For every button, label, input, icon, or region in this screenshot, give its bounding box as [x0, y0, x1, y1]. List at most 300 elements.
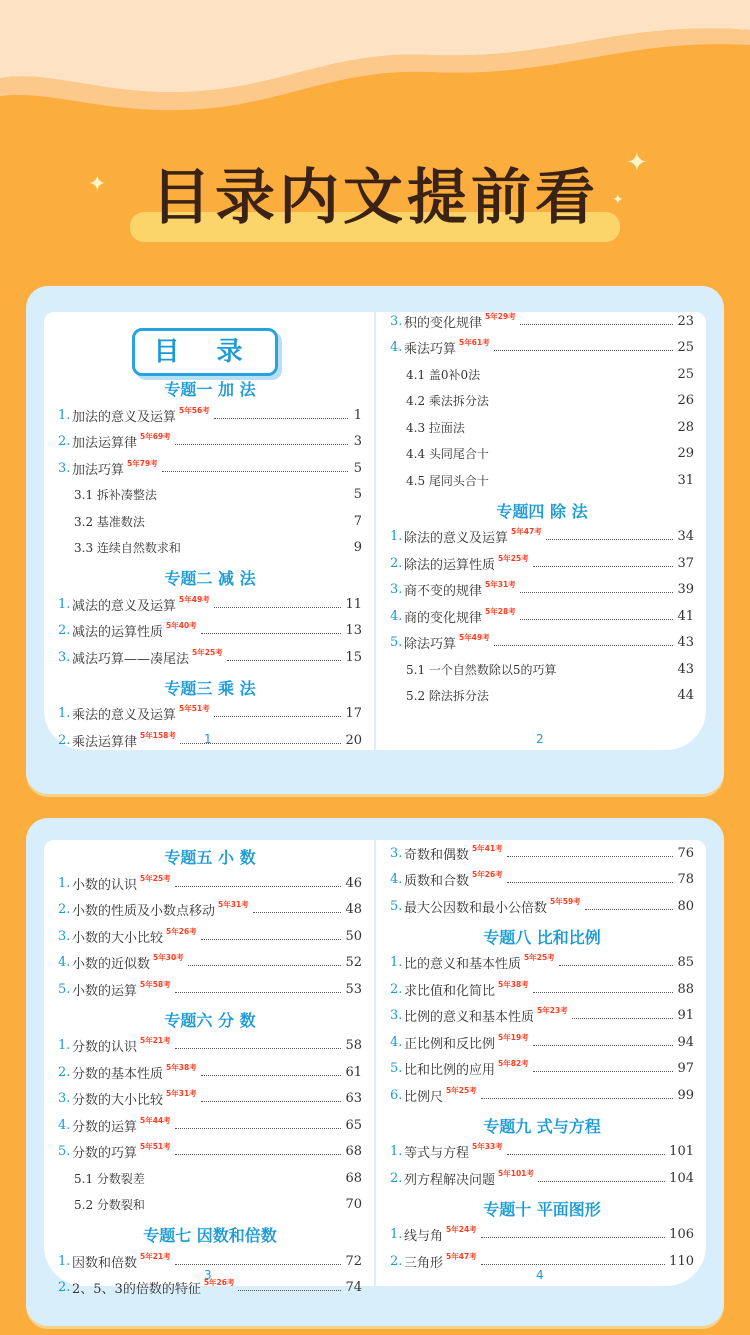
toc-entry[interactable]: [390, 1056, 694, 1083]
entry-number: 2.: [390, 555, 403, 571]
entry-number: 4.: [58, 1117, 71, 1133]
section-title: 专题五 小 数: [164, 848, 256, 867]
exam-frequency-tag: 5年40考: [166, 621, 197, 631]
toc-entry[interactable]: [390, 893, 694, 920]
exam-frequency-tag: 5年21考: [140, 1251, 171, 1261]
entry-page-number: 104: [669, 1170, 694, 1186]
toc-entry[interactable]: [58, 1139, 362, 1166]
entry-page-number: 34: [677, 529, 694, 545]
toc-entry[interactable]: [58, 591, 362, 618]
entry-page-number: 78: [677, 872, 694, 888]
dot-leader: [162, 471, 348, 472]
dot-leader: [481, 1237, 666, 1238]
exam-frequency-tag: 5年25考: [446, 1085, 477, 1095]
entry-title: 线与角: [404, 1229, 444, 1245]
entry-page-number: 68: [345, 1144, 362, 1160]
exam-frequency-tag: 5年31考: [218, 900, 249, 910]
toc-entries: [390, 840, 694, 1275]
toc-subentry[interactable]: [58, 508, 362, 535]
dot-leader: [520, 324, 674, 325]
entry-title: 小数的性质及小数点移动: [72, 904, 216, 920]
entry-number: 6.: [390, 1087, 403, 1103]
toc-subentry[interactable]: [390, 467, 694, 494]
exam-frequency-tag: 5年23考: [537, 1006, 568, 1016]
entry-page-number: 26: [677, 393, 694, 409]
toc-entry[interactable]: [58, 1059, 362, 1086]
section-title: 专题七 因数和倍数: [143, 1226, 277, 1245]
entry-page-number: 106: [669, 1227, 694, 1243]
toc-entry[interactable]: [58, 950, 362, 977]
toc-entry[interactable]: [390, 976, 694, 1003]
dot-leader: [546, 539, 674, 540]
entry-page-number: 13: [345, 623, 362, 639]
toc-subentry[interactable]: [390, 656, 694, 683]
entry-number: 5.: [390, 898, 403, 914]
dot-leader: [253, 912, 342, 913]
entry-title: 除法的意义及运算: [404, 531, 509, 547]
dot-leader: [481, 1264, 666, 1265]
entry-page-number: 41: [677, 608, 694, 624]
entry-page-number: 7: [353, 513, 362, 529]
entry-page-number: 25: [677, 366, 694, 382]
toc-entry[interactable]: [390, 1165, 694, 1192]
exam-frequency-tag: 5年47考: [446, 1251, 477, 1261]
toc-page-3: [44, 840, 374, 1298]
entry-title: 因数和倍数: [72, 1255, 138, 1271]
exam-frequency-tag: 5年19考: [498, 1032, 529, 1042]
dot-leader: [507, 856, 674, 857]
entry-page-number: 5: [353, 487, 362, 503]
entry-title: 加法的意义及运算: [72, 409, 177, 425]
toc-entry[interactable]: [58, 897, 362, 924]
entry-page-number: 99: [677, 1087, 694, 1103]
entry-page-number: 61: [345, 1064, 362, 1080]
exam-frequency-tag: 5年69考: [140, 432, 171, 442]
exam-frequency-tag: 5年25考: [192, 647, 223, 657]
exam-frequency-tag: 5年25考: [524, 953, 555, 963]
toc-entry[interactable]: [390, 550, 694, 577]
section-title: 专题二 减 法: [164, 569, 256, 588]
entry-number: 2.: [58, 434, 71, 450]
dot-leader: [175, 886, 342, 887]
dot-leader: [520, 592, 674, 593]
entry-number: 2.: [58, 623, 71, 639]
exam-frequency-tag: 5年31考: [485, 580, 516, 590]
toc-entries: [390, 308, 694, 709]
entry-title: 比的意义和基本性质: [404, 957, 522, 973]
entry-number: 5.: [58, 1144, 71, 1160]
dot-leader: [559, 965, 674, 966]
sparkle-icon: ✦: [612, 192, 624, 208]
entry-page-number: 17: [345, 706, 362, 722]
entry-title: 分数的认识: [72, 1040, 138, 1056]
entry-title: 小数的大小比较: [72, 930, 164, 946]
exam-frequency-tag: 5年101考: [498, 1168, 534, 1178]
entry-page-number: 53: [345, 981, 362, 997]
toc-page-4: [376, 840, 706, 1286]
exam-frequency-tag: 5年44考: [140, 1115, 171, 1125]
dot-leader: [538, 1181, 665, 1182]
toc-entry[interactable]: [58, 455, 362, 482]
entry-page-number: 44: [677, 688, 694, 704]
entry-page-number: 70: [345, 1197, 362, 1213]
entry-number: 5.: [390, 635, 403, 651]
dot-leader: [494, 645, 674, 646]
section-title: 专题八 比和比例: [483, 927, 601, 947]
sparkle-icon: ✦: [88, 172, 107, 197]
entry-title: 5.2 分数裂和: [74, 1198, 145, 1213]
toc-entry[interactable]: [390, 840, 694, 867]
entry-title: 小数的认识: [72, 877, 138, 893]
exam-frequency-tag: 5年26考: [166, 926, 197, 936]
entry-title: 乘法巧算: [404, 342, 457, 358]
entry-number: 3.: [58, 1091, 71, 1107]
exam-frequency-tag: 5年26考: [472, 870, 503, 880]
entry-number: 1.: [390, 1144, 403, 1160]
entry-title: 3.2 基准数法: [74, 514, 145, 529]
toc-entry[interactable]: [58, 701, 362, 728]
entry-number: 1.: [58, 407, 71, 423]
entry-page-number: 97: [677, 1061, 694, 1077]
entry-title: 比例尺: [404, 1089, 444, 1105]
entry-title: 奇数和偶数: [404, 847, 470, 863]
entry-number: 3.: [390, 582, 403, 598]
toc-heading: 目 录: [132, 328, 278, 376]
entry-number: 3.: [390, 313, 403, 329]
entry-title: 分数的大小比较: [72, 1093, 164, 1109]
entry-number: 2.: [390, 981, 403, 997]
entry-number: 2.: [58, 902, 71, 918]
entry-page-number: 101: [669, 1144, 694, 1160]
entry-page-number: 50: [345, 928, 362, 944]
dot-leader: [533, 1071, 674, 1072]
entry-title: 商不变的规律: [404, 584, 483, 600]
dot-leader: [572, 1018, 674, 1019]
dot-leader: [520, 619, 674, 620]
entry-page-number: 39: [677, 582, 694, 598]
dot-leader: [201, 633, 342, 634]
toc-subentry[interactable]: [58, 535, 362, 562]
entry-page-number: 5: [353, 460, 362, 476]
toc-subentry[interactable]: [390, 414, 694, 441]
section-title: 专题六 分 数: [164, 1010, 256, 1030]
exam-frequency-tag: 5年41考: [472, 843, 503, 853]
toc-subentry[interactable]: [58, 482, 362, 509]
sparkle-icon: ✦: [626, 148, 648, 178]
entry-number: 4.: [390, 1034, 403, 1050]
entry-page-number: 11: [345, 596, 362, 612]
entry-page-number: 91: [677, 1008, 694, 1024]
entry-page-number: 1: [353, 407, 362, 423]
exam-frequency-tag: 5年33考: [472, 1142, 503, 1152]
toc-entry[interactable]: [390, 1139, 694, 1166]
toc-entry[interactable]: [58, 429, 362, 456]
entry-title: 列方程解决问题: [404, 1172, 496, 1188]
toc-entry[interactable]: [58, 644, 362, 671]
exam-frequency-tag: 5年38考: [498, 979, 529, 989]
section-title: 专题三 乘 法: [164, 678, 256, 698]
exam-frequency-tag: 5年158考: [140, 730, 176, 740]
entry-page-number: 65: [345, 1117, 362, 1133]
book-spread-1: [26, 286, 724, 794]
page-number: 1: [204, 732, 212, 746]
entry-page-number: 15: [345, 649, 362, 665]
section-title: 专题九 式与方程: [483, 1116, 601, 1136]
entry-page-number: 72: [345, 1253, 362, 1269]
entry-page-number: 52: [345, 955, 362, 971]
dot-leader: [214, 607, 342, 608]
entry-number: 3.: [390, 845, 403, 861]
toc-entry[interactable]: [58, 1112, 362, 1139]
toc-entries: [58, 372, 362, 754]
exam-frequency-tag: 5年56考: [179, 405, 210, 415]
toc-entry[interactable]: [390, 1222, 694, 1249]
entry-page-number: 3: [353, 434, 362, 450]
dot-leader: [175, 992, 342, 993]
entry-number: 1.: [58, 875, 71, 891]
entry-page-number: 9: [353, 540, 362, 556]
entry-number: 2.: [58, 732, 71, 748]
entry-page-number: 68: [345, 1170, 362, 1186]
entry-title: 等式与方程: [404, 1146, 470, 1162]
entry-title: 乘法运算律: [72, 734, 138, 750]
entry-page-number: 63: [345, 1091, 362, 1107]
dot-leader: [238, 1290, 341, 1291]
toc-entry[interactable]: [58, 923, 362, 950]
exam-frequency-tag: 5年51考: [140, 1142, 171, 1152]
toc-entry[interactable]: [390, 308, 694, 335]
dot-leader: [494, 350, 674, 351]
entry-number: 3.: [390, 1008, 403, 1024]
dot-leader: [585, 909, 674, 910]
dot-leader: [481, 1098, 674, 1099]
exam-frequency-tag: 5年26考: [203, 1278, 235, 1288]
entry-page-number: 76: [677, 845, 694, 861]
toc-entry[interactable]: [58, 870, 362, 897]
entry-page-number: 48: [345, 902, 362, 918]
toc-entry[interactable]: [390, 577, 694, 604]
entry-page-number: 80: [677, 898, 694, 914]
entry-page-number: 29: [677, 446, 694, 462]
entry-page-number: 58: [345, 1038, 362, 1054]
exam-frequency-tag: 5年61考: [459, 338, 490, 348]
toc-subentry[interactable]: [390, 388, 694, 415]
toc-subentry[interactable]: [58, 1192, 362, 1219]
exam-frequency-tag: 5年58考: [140, 979, 171, 989]
entry-title: 最大公因数和最小公倍数: [404, 900, 548, 916]
entry-title: 三角形: [404, 1255, 444, 1271]
section-title: 专题四 除 法: [496, 501, 588, 521]
entry-page-number: 25: [677, 340, 694, 356]
entry-number: 1.: [58, 706, 71, 722]
toc-entry[interactable]: [390, 630, 694, 657]
toc-entry[interactable]: [58, 976, 362, 1003]
entry-number: 1.: [390, 955, 403, 971]
entry-number: 1.: [58, 1038, 71, 1054]
entry-title: 4.5 尾同头合十: [406, 473, 489, 488]
dot-leader: [214, 418, 348, 419]
toc-subentry[interactable]: [390, 361, 694, 388]
entry-number: 3.: [58, 928, 71, 944]
entry-page-number: 20: [345, 732, 362, 748]
entry-page-number: 74: [345, 1280, 362, 1296]
entry-title: 比和比例的应用: [404, 1063, 496, 1079]
entry-title: 5.2 除法拆分法: [406, 689, 489, 704]
exam-frequency-tag: 5年47考: [511, 527, 542, 537]
exam-frequency-tag: 5年82考: [498, 1059, 529, 1069]
entry-title: 5.1 分数裂差: [74, 1171, 145, 1186]
entry-title: 正比例和反比例: [404, 1036, 496, 1052]
exam-frequency-tag: 5年24考: [446, 1225, 477, 1235]
dot-leader: [201, 939, 342, 940]
entry-title: 减法的运算性质: [72, 625, 164, 641]
entry-page-number: 37: [677, 555, 694, 571]
dot-leader: [175, 1048, 342, 1049]
entry-number: 3.: [58, 649, 71, 665]
entry-number: 1.: [390, 529, 403, 545]
entry-title: 分数的巧算: [72, 1146, 138, 1162]
entry-title: 质数和合数: [404, 874, 470, 890]
entry-number: 1.: [58, 1253, 71, 1269]
entry-title: 小数的运算: [72, 983, 138, 999]
entry-title: 3.1 拆补凑整法: [74, 488, 157, 503]
entry-title: 积的变化规律: [404, 315, 483, 331]
entry-number: 4.: [390, 872, 403, 888]
book-spread-2: [26, 818, 724, 1326]
background-wave: [0, 0, 750, 120]
entry-title: 小数的近似数: [72, 957, 151, 973]
toc-entry[interactable]: [58, 402, 362, 429]
toc-entry[interactable]: [390, 1029, 694, 1056]
entry-title: 4.3 拉面法: [406, 420, 465, 435]
entry-title: 分数的运算: [72, 1119, 138, 1135]
entry-title: 2、5、3的倍数的特征: [72, 1282, 201, 1298]
exam-frequency-tag: 5年25考: [498, 553, 529, 563]
toc-page-2: [376, 312, 706, 750]
exam-frequency-tag: 5年38考: [166, 1062, 197, 1072]
page-number: 4: [536, 1268, 544, 1282]
entry-number: 2.: [390, 1253, 403, 1269]
entry-title: 比例的意义和基本性质: [404, 1010, 535, 1026]
exam-frequency-tag: 5年59考: [550, 896, 581, 906]
toc-entry[interactable]: [390, 524, 694, 551]
entry-page-number: 28: [677, 419, 694, 435]
dot-leader: [507, 1154, 666, 1155]
dot-leader: [201, 1101, 342, 1102]
section-title: 专题十 平面图形: [483, 1199, 601, 1219]
section-title: 专题一 加 法: [164, 380, 256, 399]
toc-entry[interactable]: [390, 867, 694, 894]
dot-leader: [507, 882, 674, 883]
toc-entry[interactable]: [390, 603, 694, 630]
entry-title: 除法的运算性质: [404, 557, 496, 573]
toc-entry[interactable]: [58, 1086, 362, 1113]
dot-leader: [227, 660, 342, 661]
entry-title: 商的变化规律: [404, 610, 483, 626]
entry-title: 4.4 头同尾合十: [406, 447, 489, 462]
entry-number: 3.: [58, 460, 71, 476]
toc-page-1: [44, 312, 374, 750]
entry-page-number: 23: [677, 313, 694, 329]
entry-title: 加法巧算: [72, 462, 125, 478]
entry-title: 4.1 盖0补0法: [406, 367, 481, 382]
toc-entry[interactable]: [390, 335, 694, 362]
entry-title: 3.3 连续自然数求和: [74, 541, 181, 556]
toc-subentry[interactable]: [58, 1165, 362, 1192]
dot-leader: [175, 1154, 342, 1155]
dot-leader: [201, 1075, 342, 1076]
entry-number: 4.: [390, 608, 403, 624]
exam-frequency-tag: 5年31考: [166, 1089, 197, 1099]
entry-number: 2.: [58, 1280, 71, 1296]
entry-title: 分数的基本性质: [72, 1066, 164, 1082]
exam-frequency-tag: 5年28考: [485, 606, 516, 616]
entry-title: 减法巧算——凑尾法: [72, 651, 190, 667]
entry-page-number: 85: [677, 955, 694, 971]
toc-subentry[interactable]: [390, 683, 694, 710]
entry-title: 4.2 乘法拆分法: [406, 394, 489, 409]
entry-page-number: 88: [677, 981, 694, 997]
dot-leader: [214, 716, 342, 717]
toc-entry[interactable]: [58, 618, 362, 645]
toc-entry[interactable]: [58, 1033, 362, 1060]
entry-page-number: 110: [669, 1253, 694, 1269]
exam-frequency-tag: 5年21考: [140, 1036, 171, 1046]
exam-frequency-tag: 5年49考: [459, 633, 490, 643]
exam-frequency-tag: 5年29考: [485, 311, 516, 321]
dot-leader: [188, 965, 342, 966]
entry-page-number: 31: [677, 472, 694, 488]
page-number: 2: [536, 732, 544, 746]
dot-leader: [175, 1128, 342, 1129]
entry-page-number: 43: [677, 661, 694, 677]
dot-leader: [533, 992, 674, 993]
exam-frequency-tag: 5年49考: [179, 594, 210, 604]
entry-title: 减法的意义及运算: [72, 598, 177, 614]
page-title: 目录内文提前看: [151, 163, 599, 233]
entry-title: 乘法的意义及运算: [72, 708, 177, 724]
entry-number: 4.: [390, 340, 403, 356]
exam-frequency-tag: 5年79考: [127, 458, 158, 468]
toc-entries: [58, 840, 362, 1301]
toc-entry[interactable]: [390, 1003, 694, 1030]
dot-leader: [175, 444, 348, 445]
page-number: 3: [204, 1268, 212, 1282]
entry-title: 除法巧算: [404, 637, 457, 653]
entry-title: 5.1 一个自然数除以5的巧算: [406, 662, 557, 677]
entry-title: 加法运算律: [72, 436, 138, 452]
dot-leader: [533, 1045, 674, 1046]
entry-number: 1.: [390, 1227, 403, 1243]
dot-leader: [175, 1264, 342, 1265]
exam-frequency-tag: 5年30考: [153, 953, 184, 963]
entry-title: 求比值和化简比: [404, 983, 496, 999]
entry-number: 2.: [58, 1064, 71, 1080]
exam-frequency-tag: 5年25考: [140, 873, 171, 883]
toc-subentry[interactable]: [390, 441, 694, 468]
toc-entry[interactable]: [390, 1082, 694, 1109]
entry-page-number: 46: [345, 875, 362, 891]
toc-entry[interactable]: [390, 950, 694, 977]
entry-page-number: 43: [677, 635, 694, 651]
dot-leader: [533, 566, 674, 567]
entry-number: 5.: [58, 981, 71, 997]
exam-frequency-tag: 5年51考: [179, 704, 210, 714]
entry-page-number: 94: [677, 1034, 694, 1050]
entry-number: 2.: [390, 1170, 403, 1186]
entry-number: 1.: [58, 596, 71, 612]
entry-number: 4.: [58, 955, 71, 971]
